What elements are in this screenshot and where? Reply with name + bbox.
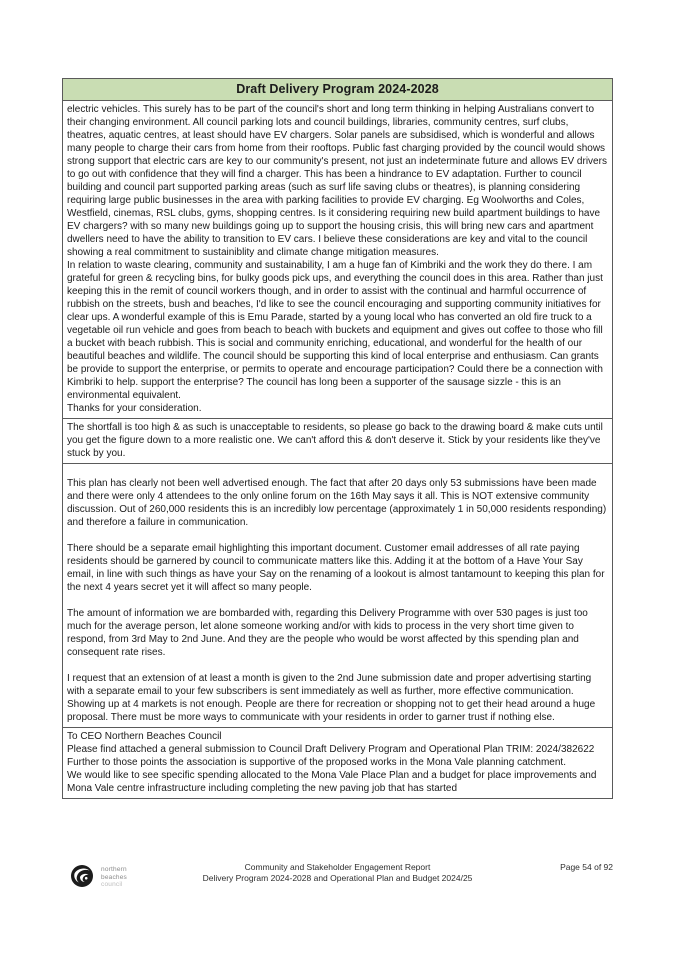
submission-paragraph: To CEO Northern Beaches Council (67, 731, 222, 742)
submission-paragraph: We would like to see specific spending allocated to the Mona Vale Place Plan and a budget for place improvements and Mona Vale centre infrastructure including completing the new paving job that has started (67, 770, 597, 794)
submission-paragraph: Thanks for your consideration. (67, 403, 202, 414)
submission-row-1 (63, 100, 612, 418)
submission-paragraph: There should be a separate email highlighting this important document. Customer email addresses of all rate paying residents should be garnered by council to communicate matters like this. Adding it at the bottom of a Have Your Say email, in line with such things as have your Say on the renaming of a lookout is almost tantamount to keeping this plan for the next 4 years secret yet it will affect so many people. (67, 543, 605, 593)
footer-report-title: Community and Stakeholder Engagement Report (244, 862, 431, 872)
submission-paragraph: The amount of information we are bombarded with, regarding this Delivery Programme with over 530 pages is just too much for the average person, let alone someone working and/or with kids to process in the very short time given to respond, from 3rd May to 2nd June. And they are the people who would be worst affected by this spending plan and consequent rate rises. (67, 608, 588, 658)
submissions-table (62, 78, 613, 799)
footer-report-subtitle: Delivery Program 2024-2028 and Operational Plan and Budget 2024/25 (202, 873, 473, 883)
submission-paragraph: Further to those points the association is supportive of the proposed works in the Mona Vale planning catchment. (67, 757, 566, 768)
page-footer (0, 860, 675, 900)
submission-paragraph: I request that an extension of at least a month is given to the 2nd June submission date and proper advertising starting with a separate email to your few subscribers is sent immediately as well as further, more effective communication. Showing up at 4 markets is not enough. People are there for recreation or shopping not to get their head around a huge proposal. There must be more ways to communicate with your residents in order to garner trust if nothing else. (67, 673, 596, 723)
logo-text-line: council (101, 881, 123, 889)
submission-row-3 (63, 463, 612, 727)
submission-row-2 (63, 418, 612, 463)
submission-row-4 (63, 727, 612, 798)
submission-paragraph: Please find attached a general submission to Council Draft Delivery Program and Operational Plan TRIM: 2024/382622 (67, 744, 595, 755)
submission-paragraph: In relation to waste clearing, community and sustainability, I am a huge fan of Kimbriki and the work they do there. I am grateful for green & recycling bins, for bulky goods pick ups, and everything the council does in this area. Rather than just keeping this in the remit of council workers though, and in order to assist with the continual and harmful occurrence of rubbish on the streets, bush and beaches, I'd like to see the council encouraging and supporting community initiatives for clear ups. A wonderful example of this is Emu Parade, started by a young local who has converted an old fire truck to a vegetable oil run vehicle and goes from beach to beach with buckets and equipment and gives out coffee to those who fill a bucket with beach rubbish. This is social and community enriching, educational, and wonderful for the health of our beautiful beaches and wildlife. The council should be supporting this kind of local enterprise and enthusiasm. Can grants be provide to support the enterprise, or permits to operate and encourage participation? Could there be a connection with Kimbriki to help. support the enterprise? The council has long been a supporter of the sausage sizzle - this is an environmental equivalent. (67, 260, 603, 401)
document-title: Draft Delivery Program 2024-2028 (236, 82, 439, 96)
submission-paragraph: electric vehicles. This surely has to be part of the council's short and long term thinking in helping Australians convert to their changing environment. All council parking lots and council buildings, libraries, community centres, surf clubs, theatres, aquatic centres, at least should have EV chargers. Solar panels are subsidised, which is wonderful and allows many people to charge their cars from home from their rooftops. Public fast charging provided by the council would shows strong support that electric cars are key to our community's present, not just an indeterminate future and allows EV drivers to go out with confidence that they will find a charger. This has been a hindrance to EV adaptation. Further to council building and council part supported parking areas (such as surf life saving clubs or theatres), is planning considering requiring large public businesses in the area with parking facilities to provide EV charging. Eg Woolworths and Coles, Westfield, cinemas, RSL clubs, gyms, shopping centres. Is it considering requiring new build apartment buildings to have EV chargers? with so many new buildings going up to support the housing crisis, this will bring new cars and apartment dwellers need to have the ability to transition to EV cars. I believe these considerations are key and vital to the council showing a real commitment to sustainiblity and climate change mitigation measures. (67, 104, 607, 258)
page-number: Page 54 of 92 (560, 862, 613, 872)
logo-text-line: northern (101, 866, 127, 874)
submission-paragraph: This plan has clearly not been well advertised enough. The fact that after 20 days only 53 submissions have been made and there were only 4 attendees to the only online forum on the 16th May says it all. This is NOT extensive community discussion. Out of 260,000 residents this is an incredibly low percentage (approximately 1 in 50,000 residents responding) and therefore a failure in communication. (67, 478, 607, 528)
logo-text-line: beaches (101, 873, 127, 881)
submission-paragraph: The shortfall is too high & as such is unacceptable to residents, so please go back to the drawing board & make cuts until you get the figure down to a more realistic one. We can't afford this & don't deserve it. Stick by your residents like they've stuck by you. (67, 422, 603, 459)
table-header-row (63, 79, 612, 100)
